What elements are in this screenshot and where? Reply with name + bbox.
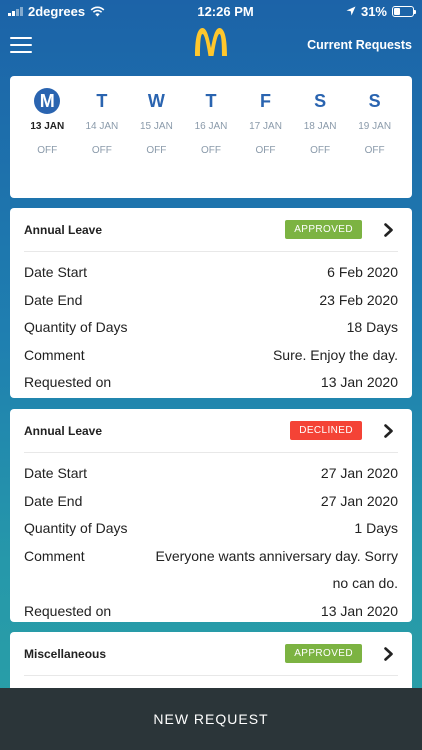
detail-label: Quantity of Days — [24, 520, 128, 536]
new-request-label: NEW REQUEST — [153, 711, 269, 727]
day-letter: T — [96, 90, 108, 111]
detail-row — [24, 369, 398, 397]
day-date: 19 JAN — [358, 121, 392, 132]
status-bar — [0, 0, 422, 22]
day-status: OFF — [310, 145, 331, 156]
wifi-icon — [90, 6, 105, 17]
day-status: OFF — [91, 145, 112, 156]
day-letter: S — [368, 90, 381, 111]
day-5[interactable] — [295, 88, 345, 156]
detail-label: Comment — [24, 547, 85, 564]
detail-row — [24, 259, 398, 287]
day-6[interactable] — [350, 88, 400, 156]
detail-row — [24, 598, 398, 626]
status-badge: APPROVED — [285, 220, 362, 239]
detail-value: 1 Days — [354, 520, 398, 536]
carrier-label: 2degrees — [28, 3, 86, 19]
detail-row — [24, 287, 398, 315]
day-status: OFF — [146, 145, 167, 156]
day-date: 18 JAN — [303, 121, 337, 132]
detail-value: 18 Days — [346, 319, 398, 335]
detail-label: Requested on — [24, 374, 112, 390]
detail-value: Everyone wants anniversary day. Sorry no can do. — [155, 547, 398, 591]
mcdonalds-logo-icon — [193, 26, 229, 56]
day-2[interactable] — [131, 88, 181, 156]
day-date: 17 JAN — [249, 121, 282, 132]
detail-value: 6 Feb 2020 — [327, 264, 398, 280]
detail-row — [24, 543, 398, 598]
request-header — [24, 208, 398, 252]
detail-label: Date End — [24, 492, 83, 509]
detail-value: 13 Jan 2020 — [320, 602, 398, 619]
day-date: 16 JAN — [194, 121, 228, 132]
day-letter: F — [260, 90, 272, 111]
day-0[interactable] — [22, 88, 72, 156]
day-status: OFF — [37, 145, 58, 156]
request-card — [10, 409, 412, 622]
current-requests-link[interactable]: Current Requests — [307, 38, 412, 52]
nav-bar — [0, 22, 422, 68]
day-status: OFF — [200, 145, 221, 156]
day-1[interactable] — [77, 88, 127, 156]
detail-value: 23 Feb 2020 — [319, 291, 398, 308]
status-badge: DECLINED — [290, 421, 362, 440]
day-letter: W — [147, 90, 165, 111]
clock: 12:26 PM — [197, 3, 254, 19]
day-status: OFF — [364, 145, 385, 156]
week-calendar — [10, 76, 412, 198]
detail-label: Date Start — [24, 264, 88, 280]
day-3[interactable] — [186, 88, 236, 156]
detail-value: 27 Jan 2020 — [320, 492, 398, 509]
detail-value: 27 Jan 2020 — [320, 465, 398, 481]
day-date: 13 JAN — [30, 121, 65, 132]
detail-row — [24, 342, 398, 370]
detail-value: Sure. Enjoy the day. — [272, 346, 398, 363]
day-letter: M — [34, 88, 60, 114]
detail-value: 13 Jan 2020 — [320, 374, 398, 390]
detail-row — [24, 460, 398, 488]
battery-percent: 31% — [360, 3, 387, 19]
chevron-right-icon[interactable] — [380, 221, 398, 239]
location-arrow-icon — [346, 6, 356, 16]
signal-icon — [8, 6, 23, 16]
detail-label: Requested on — [24, 602, 112, 619]
day-4[interactable] — [241, 88, 291, 156]
chevron-right-icon[interactable] — [380, 645, 398, 663]
chevron-right-icon[interactable] — [380, 422, 398, 440]
request-type: Annual Leave — [24, 423, 103, 438]
status-badge: APPROVED — [285, 644, 362, 663]
detail-row — [24, 488, 398, 516]
detail-label: Date Start — [24, 465, 88, 481]
day-date: 14 JAN — [85, 121, 119, 132]
day-status: OFF — [255, 145, 276, 156]
detail-label: Quantity of Days — [24, 319, 128, 335]
day-date: 15 JAN — [140, 121, 173, 132]
request-card — [10, 208, 412, 398]
detail-row — [24, 314, 398, 342]
day-letter: S — [314, 90, 327, 111]
detail-row — [24, 515, 398, 543]
new-request-button[interactable] — [0, 688, 422, 750]
request-type: Miscellaneous — [24, 646, 107, 661]
menu-icon[interactable] — [10, 37, 32, 53]
battery-icon — [392, 6, 414, 17]
request-type: Annual Leave — [24, 222, 103, 237]
detail-label: Comment — [24, 346, 85, 363]
day-letter: T — [205, 90, 217, 111]
request-header — [24, 409, 398, 453]
detail-label: Date End — [24, 291, 83, 308]
request-header — [24, 632, 398, 676]
